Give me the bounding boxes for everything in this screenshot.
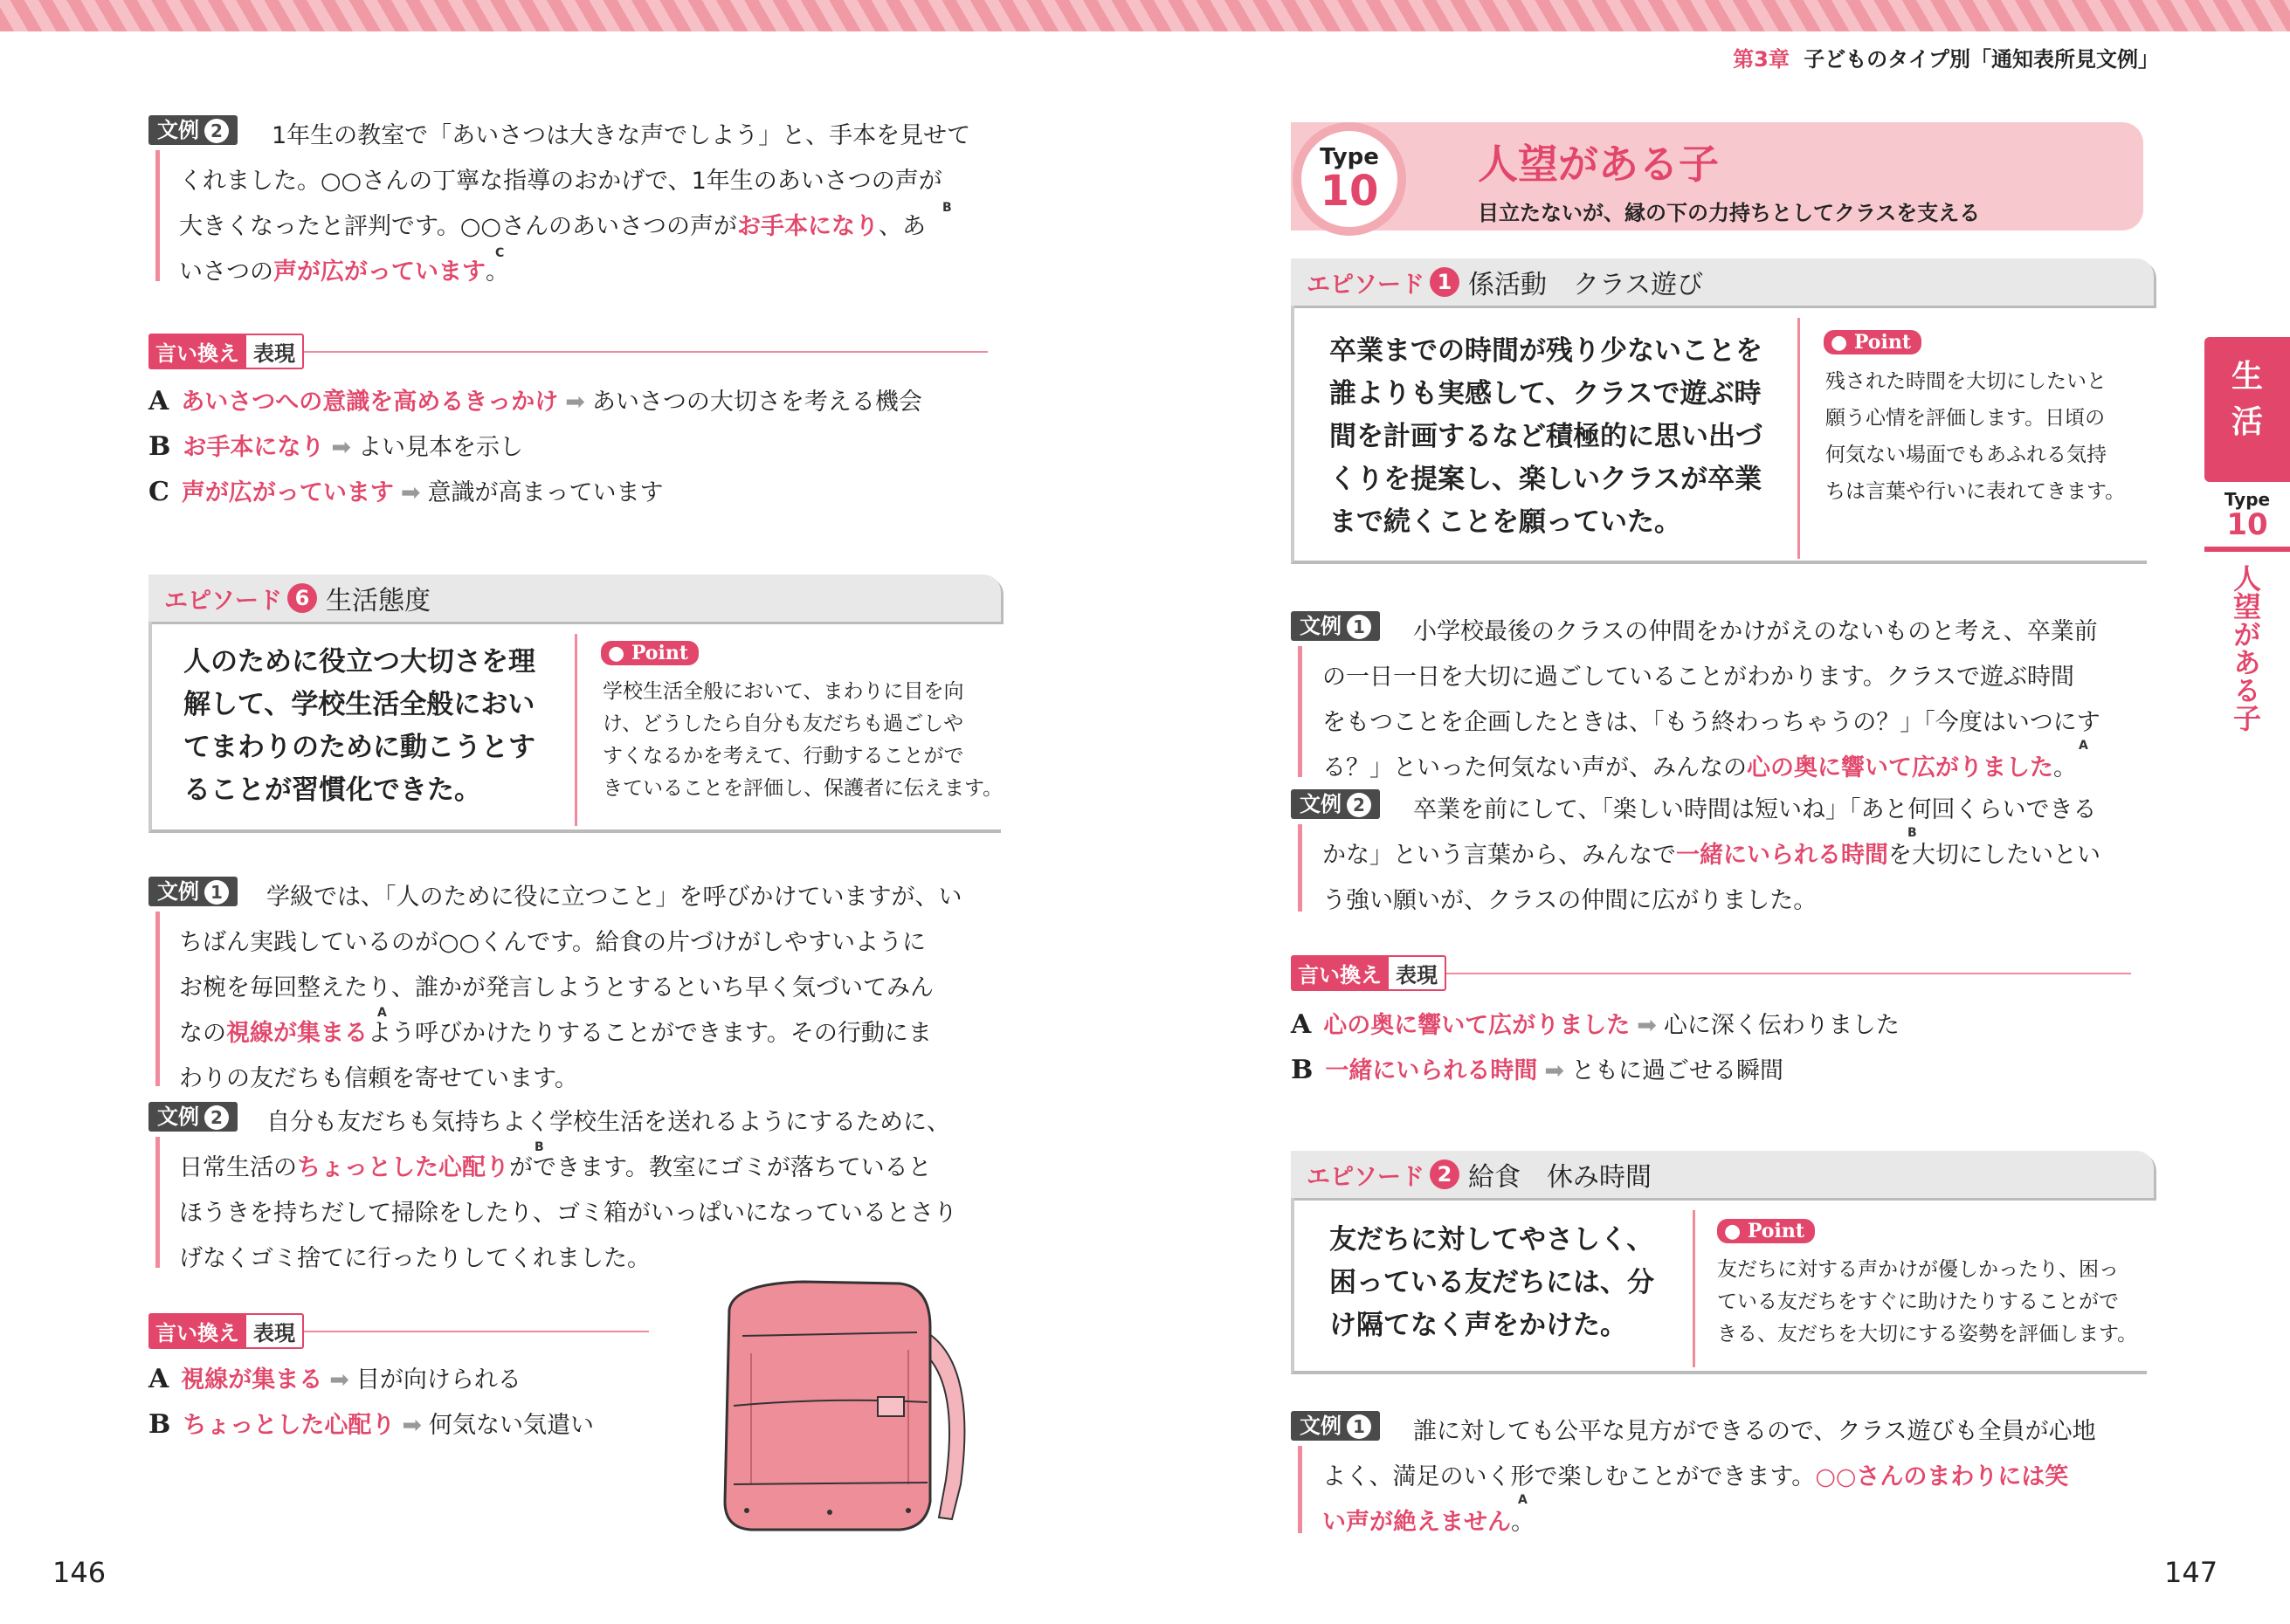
example-tag: 文例 1 — [148, 877, 238, 906]
rephrase-item: A 心の奥に響いて広がりました ➡ 心に深く伝わりました — [1291, 1009, 1900, 1040]
marker-b: B — [535, 1140, 544, 1154]
example-bar — [155, 1137, 160, 1268]
type-number: 10 — [1320, 167, 1379, 216]
example-tag: 文例 1 — [1291, 611, 1380, 641]
example-tag: 文例 2 — [148, 1102, 238, 1132]
type-badge — [1293, 122, 1406, 236]
example-tag: 文例 1 — [1291, 1411, 1380, 1441]
episode-header: エピソード 6 生活態度 — [148, 575, 1001, 622]
episode-divider — [575, 634, 577, 826]
type-subtitle: 目立たないが、縁の下の力持ちとしてクラスを支える — [1478, 201, 1981, 225]
side-rule — [2204, 547, 2290, 552]
side-type: Type 10 — [2224, 489, 2271, 542]
rephrase-item: B 一緒にいられる時間 ➡ ともに過ごせる瞬間 — [1291, 1055, 1783, 1085]
example-tag: 文例 2 — [1291, 789, 1380, 819]
example-bar — [155, 912, 160, 1086]
example-text: 誰に対しても公平な見方ができるので、クラス遊びも全員が心地 よく、満足のいく形で楽しむことができます。○○さんのまわりには笑 い声が絶えません。 — [1322, 1418, 2096, 1536]
top-pattern-band — [0, 0, 2290, 31]
rephrase-item: C 声が広がっています ➡ 意識が高まっています — [148, 477, 664, 507]
episode-main-text: 人のために役立つ大切さを理 解して、学校生活全般におい てまわりのために動こうとす ることが習慣化できた。 — [183, 646, 535, 806]
type-label: Type — [1320, 144, 1379, 170]
example-text: 自分も友だちも気持ちよく学校生活を送れるようにするために、 日常生活のちょっとした心配りができます。教室にゴミが落ちていると ほうきを持ちだして掃除をしたり、ゴミ箱がいっぱいになっているとさり げなくゴミ捨てに行ったりしてくれました。 — [179, 1109, 957, 1272]
side-category-2: 活 — [2231, 404, 2263, 440]
example-tag: 文例 2 — [148, 115, 238, 145]
episode-main-text: 卒業までの時間が残り少ないことを 誰よりも実感して、クラスで遊ぶ時 間を計画するなど積極的に思い出づ くりを提案し、楽しいクラスが卒業 まで続くことを願っていた。 — [1329, 335, 1762, 538]
page-number-right: 147 — [2164, 1556, 2218, 1589]
marker-a: A — [2079, 739, 2088, 753]
page-number-left: 146 — [52, 1556, 107, 1589]
marker-c: C — [495, 246, 505, 260]
marker-a: A — [1518, 1493, 1528, 1507]
point-text: 学校生活全般において、まわりに目を向 け、どうしたら自分も友だちも過ごしや すくなるかを考えて、行動することがで きていることを評価し、保護者に伝えます。 — [603, 680, 1004, 800]
episode-header: エピソード 1 係活動 クラス遊び — [1291, 258, 2154, 306]
iikae-header: 言い換え 表現 — [1291, 955, 2131, 991]
chapter-header — [1733, 42, 2159, 72]
example-bar — [1298, 646, 1302, 777]
marker-a: A — [377, 1006, 387, 1020]
chapter-title: 子どものタイプ別「通知表所見文例」 — [1804, 47, 2159, 72]
example-text: 学級では、「人のために役に立つこと」を呼びかけていますが、い ちばん実践しているのが○○くんです。給食の片づけがしやすいように お椀を毎回整えたり、誰かが発言しようとするといち早く気づいてみん なの視線が集まるよう呼びかけたりすることができます。その行動にま わりの友だちも信頼を寄せています。 — [179, 884, 962, 1092]
point-badge: ● Point — [601, 641, 699, 665]
type-title: 人望がある子 — [1478, 141, 1719, 188]
type-title-bg — [1441, 122, 2143, 231]
side-vertical-title: 人望がある子 — [2229, 564, 2262, 732]
marker-b: B — [1907, 826, 1917, 840]
episode-main-text: 友だちに対してやさしく、 困っている友だちには、分 け隔てなく声をかけた。 — [1329, 1224, 1654, 1341]
rephrase-item: B ちょっとした心配り ➡ 何気ない気遣い — [148, 1409, 594, 1440]
iikae-header: 言い換え 表現 — [148, 1313, 649, 1349]
chapter-number: 第3章 — [1733, 47, 1790, 72]
point-badge: ● Point — [1717, 1219, 1815, 1243]
episode-divider — [1797, 318, 1800, 559]
example-bar — [1298, 1446, 1302, 1533]
example-bar — [155, 150, 160, 281]
iikae-header: 言い換え 表現 — [148, 334, 988, 369]
example-bar — [1298, 824, 1302, 912]
episode-header: エピソード 2 給食 休み時間 — [1291, 1151, 2154, 1198]
episode-divider — [1693, 1210, 1695, 1367]
marker-b: B — [942, 201, 952, 215]
point-text: 友だちに対する声かけが優しかったり、困っ ている友だちをすぐに助けたりすることがで きる、友だちを大切にする姿勢を評価します。 — [1717, 1258, 2138, 1345]
randoseru-illustration — [699, 1275, 996, 1545]
rephrase-item: A 視線が集まる ➡ 目が向けられる — [148, 1364, 521, 1394]
rephrase-item: A あいさつへの意識を高めるきっかけ ➡ あいさつの大切さを考える機会 — [148, 386, 922, 416]
side-category-tab — [2204, 337, 2290, 482]
point-badge: ● Point — [1824, 330, 1921, 354]
side-category-1: 生 — [2231, 359, 2263, 395]
example-text: 卒業を前にして、「楽しい時間は短いね」「あと何回くらいできる かな」という言葉から、みんなで一緒にいられる時間を大切にしたいとい う強い願いが、クラスの仲間に広がりました。 — [1322, 796, 2100, 914]
example-text: 1年生の教室で「あいさつは大きな声でしよう」と、手本を見せて くれました。○○さんの丁寧な指導のおかげで、1年生のあいさつの声が 大きくなったと評判です。○○さんのあいさつの声がお手本になり、あ いさつの声が広がっています。 — [179, 122, 971, 286]
rephrase-item: B お手本になり ➡ よい見本を示し — [148, 431, 523, 462]
example-text: 小学校最後のクラスの仲間をかけがえのないものと考え、卒業前 の一日一日を大切に過ごしていることがわかります。クラスで遊ぶ時間 をもつことを企画したときは、「もう終わっちゃうの？」「今度はいつにす る？」といった何気ない声が、みんなの心の奥に響いて広がりました。 — [1322, 618, 2100, 781]
point-text: 残された時間を大切にしたいと 願う心情を評価します。日頃の 何気ない場面でもあふれる気持 ちは言葉や行いに表れてきます。 — [1825, 370, 2126, 503]
